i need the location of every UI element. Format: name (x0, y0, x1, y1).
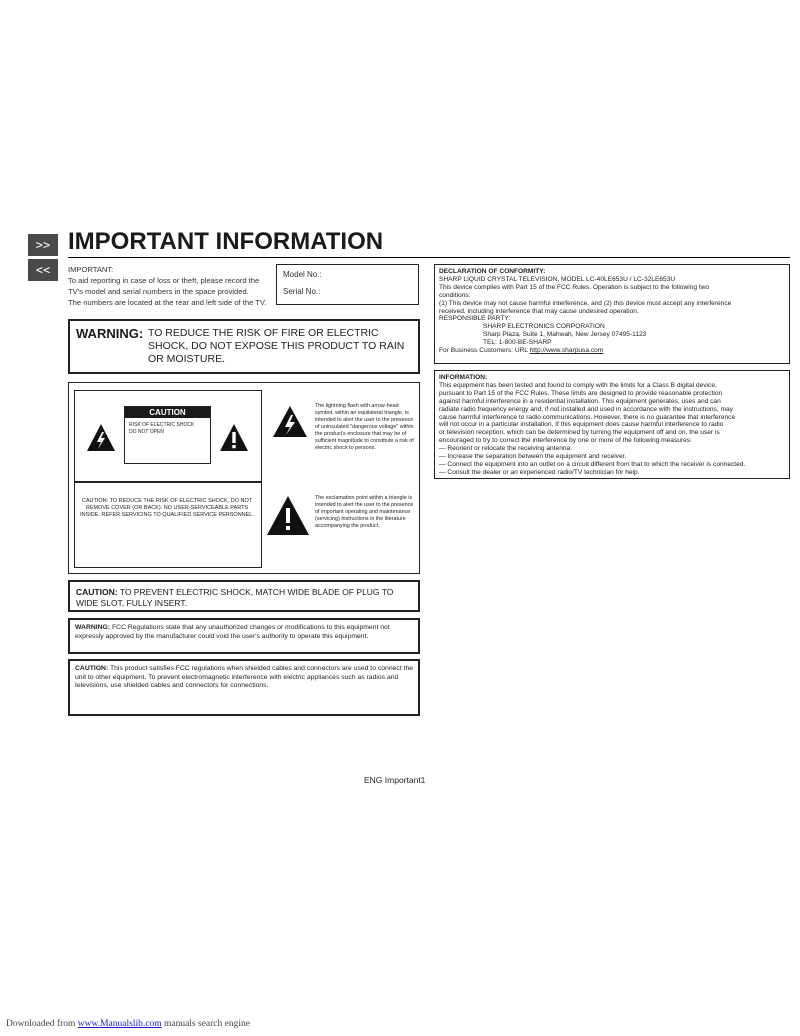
warning-text: TO REDUCE THE RISK OF FIRE OR ELECTRIC SHOCK, DO NOT EXPOSE THIS PRODUCT TO RAIN OR MOISTURE. (148, 327, 405, 365)
business-url-link[interactable]: http://www.sharpusa.com (529, 347, 604, 355)
information-line: radiate radio frequency energy and, if not installed and used in accordance with the instructions, may (439, 405, 733, 413)
declaration-line: (1) This device may not cause harmful interference, and (2) this device must accept any interference (439, 299, 732, 307)
exclamation-symbol-icon (266, 495, 310, 537)
business-url-line (439, 347, 789, 355)
declaration-line: conditions: (439, 291, 471, 299)
download-source-line (6, 1019, 250, 1029)
caution-card-line: RISK OF ELECTRIC SHOCK (129, 422, 195, 428)
fcc-caution-body: This product satisfies FCC regulations when shielded cables and connectors are used to connect the unit to other equipment. To prevent electromagnetic interference with electric appliances such as radios and televisions, use shielded cables and connectors for connections. (75, 665, 414, 690)
information-line: — Consult the dealer or an experienced radio/TV technician for help. (439, 468, 640, 476)
intro-line: To aid reporting in case of loss or theft, please record the (68, 276, 260, 285)
fcc-information (434, 370, 790, 479)
information-line: cause harmful interference to radio communications. However, there is no guarantee that interference (439, 413, 736, 421)
cover-caution-panel (74, 482, 262, 568)
previous-page-button[interactable]: << (28, 259, 58, 281)
caution-label-card (124, 406, 211, 464)
plug-caution-text (76, 587, 414, 609)
caution-card-text (129, 422, 194, 435)
next-page-button[interactable]: >> (28, 234, 58, 256)
page-number-label: ENG Important1 (364, 775, 426, 785)
business-url-prefix: For Business Customers: URL (439, 347, 530, 355)
cover-caution-text: CAUTION: TO REDUCE THE RISK OF ELECTRIC SHOCK, DO NOT REMOVE COVER (OR BACK). NO USER-SERVICEABLE PARTS INSIDE. REFER SERVICING TO QUALIFIED SERVICE PERSONNEL. (80, 498, 254, 518)
fcc-warning-text (75, 624, 415, 641)
lightning-warning-icon (86, 423, 116, 453)
information-line: or television reception, which can be determined by turning the equipment off and on, the user is (439, 429, 720, 437)
information-line: — Increase the separation between the equipment and receiver. (439, 453, 627, 461)
caution-card-line: DO NOT OPEN (129, 428, 164, 435)
information-line: — Connect the equipment into an outlet on a circuit different from that to which the receiver is connected. (439, 460, 746, 468)
intro-line: TV's model and serial numbers in the space provided. (68, 287, 249, 296)
information-line: pursuant to Part 15 of the FCC Rules. These limits are designed to provide reasonable protection (439, 389, 723, 397)
information-heading: INFORMATION: (439, 374, 488, 381)
warning-label: WARNING: (76, 326, 144, 341)
fcc-caution (68, 659, 420, 716)
declaration-line: received, including interference that may cause undesired operation. (439, 307, 639, 315)
information-line: This equipment has been tested and found to comply with the limits for a Class B digital device, (439, 381, 717, 389)
declaration-line: This device complies with Part 15 of the FCC Rules. Operation is subject to the following two (439, 283, 710, 291)
intro-line: The numbers are located at the rear and left side of the TV. (68, 298, 267, 307)
serial-number-label: Serial No.: (283, 287, 321, 296)
information-line: — Reorient or relocate the receiving antenna. (439, 445, 573, 453)
company-phone: TEL: 1-800-BE-SHARP (483, 339, 552, 347)
fcc-caution-text (75, 665, 415, 691)
plug-caution-label: CAUTION: (76, 587, 118, 597)
fcc-warning (68, 618, 420, 654)
company-name: SHARP ELECTRONICS CORPORATION (483, 323, 605, 331)
download-suffix: manuals search engine (161, 1019, 250, 1029)
fcc-warning-body: FCC Regulations state that any unauthorized changes or modifications to this equipment not expressly approved by the manufacturer could void the user's authority to operate this equipment. (75, 624, 390, 640)
declaration-model: SHARP LIQUID CRYSTAL TELEVISION, MODEL LC-40LE653U / LC-32LE653U (439, 275, 676, 283)
fcc-caution-label: CAUTION: (75, 665, 109, 672)
declaration-text (439, 268, 789, 355)
declaration-heading: DECLARATION OF CONFORMITY: (439, 268, 546, 275)
page-title: IMPORTANT INFORMATION (68, 228, 384, 255)
information-line: against harmful interference in a residential installation. This equipment generates, uses and can (439, 397, 721, 405)
responsible-party-label: RESPONSIBLE PARTY: (439, 315, 511, 323)
lightning-symbol-icon (272, 405, 308, 439)
caution-card-title: CAUTION (125, 407, 210, 418)
information-text (439, 374, 789, 477)
exclamation-symbol-description: The exclamation point within a triangle is intended to alert the user to the presence of important operating and maintenance (servicing) instructions in the literature accompanying the product. (315, 495, 414, 529)
information-line: will not occur in a particular installation. If this equipment does cause harmful interference to radio (439, 421, 724, 429)
download-prefix: Downloaded from (6, 1019, 78, 1029)
manualslib-link[interactable]: www.Manualslib.com (77, 1019, 162, 1029)
title-divider (68, 257, 790, 258)
declaration-of-conformity (434, 264, 790, 364)
intro-text (68, 264, 274, 308)
model-number-label: Model No.: (283, 270, 322, 279)
plug-caution-body: TO PREVENT ELECTRIC SHOCK, MATCH WIDE BLADE OF PLUG TO WIDE SLOT, FULLY INSERT. (76, 587, 394, 608)
fcc-warning-label: WARNING: (75, 624, 111, 631)
information-line: encouraged to try to correct the interference by one or more of the following measures: (439, 437, 692, 445)
plug-caution (68, 580, 420, 612)
intro-heading: IMPORTANT: (68, 265, 114, 274)
company-address: Sharp Plaza, Suite 1, Mahwah, New Jersey 07495-1123 (483, 331, 647, 339)
exclamation-warning-icon (219, 423, 249, 453)
fire-shock-warning (68, 319, 420, 374)
lightning-symbol-description: The lightning flash with arrow-head symbol, within an equilateral triangle, is intended to alert the user to the presence of uninsulated "dangerous voltage" within the product's enclosure that may be of sufficient magnitude to constitute a risk of electric shock to persons. (315, 403, 414, 451)
model-serial-box (276, 264, 419, 305)
